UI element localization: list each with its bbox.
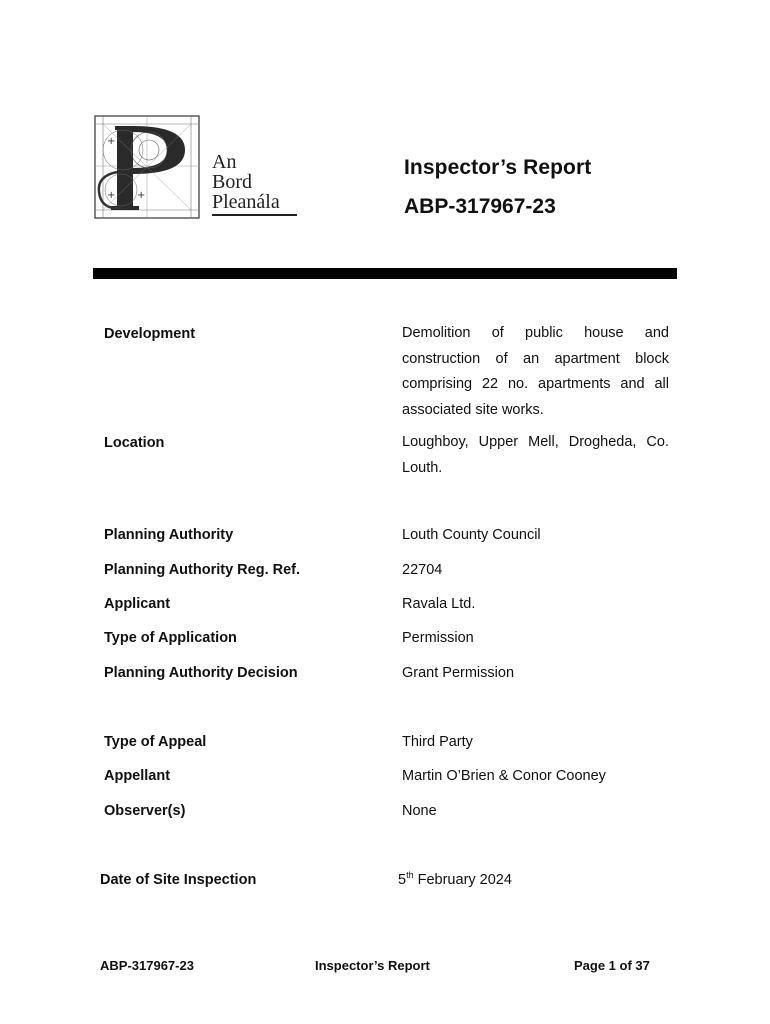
type-of-appeal-label: Type of Appeal bbox=[104, 734, 207, 750]
planning-authority-label: Planning Authority bbox=[104, 527, 234, 543]
logo-underline bbox=[212, 214, 297, 216]
site-inspection-day-suffix: th bbox=[406, 870, 414, 881]
appellant-label: Appellant bbox=[104, 768, 171, 784]
applicant-label: Applicant bbox=[104, 596, 171, 612]
logo-wordmark bbox=[212, 152, 280, 212]
an-bord-pleanala-logo bbox=[93, 114, 303, 220]
observers-value: None bbox=[402, 803, 437, 819]
reg-ref-value: 22704 bbox=[402, 562, 443, 578]
report-title: Inspector’s Report bbox=[404, 156, 592, 179]
development-line: construction of an apartment block bbox=[402, 350, 669, 367]
svg-text:+: + bbox=[137, 190, 146, 201]
p-emblem-icon bbox=[93, 114, 201, 220]
header-divider bbox=[93, 268, 677, 279]
location-label: Location bbox=[104, 435, 165, 451]
development-value bbox=[402, 321, 669, 423]
development-line: associated site works. bbox=[402, 401, 544, 418]
type-of-application-label: Type of Application bbox=[104, 630, 237, 646]
decision-value: Grant Permission bbox=[402, 665, 515, 681]
decision-label: Planning Authority Decision bbox=[104, 665, 298, 681]
type-of-application-value: Permission bbox=[402, 630, 474, 646]
site-inspection-value bbox=[398, 872, 512, 888]
logo-line-an: An bbox=[212, 151, 237, 173]
report-reference: ABP-317967-23 bbox=[404, 195, 556, 218]
logo-line-bord: Bord bbox=[212, 171, 252, 193]
footer-reference: ABP-317967-23 bbox=[100, 958, 194, 973]
footer-page-number: Page 1 of 37 bbox=[574, 958, 650, 973]
site-inspection-label: Date of Site Inspection bbox=[100, 872, 257, 888]
svg-text:+: + bbox=[107, 136, 116, 147]
applicant-value: Ravala Ltd. bbox=[402, 596, 476, 612]
location-value bbox=[402, 430, 669, 481]
svg-text:+: + bbox=[107, 190, 116, 201]
location-line: Loughboy, Upper Mell, Drogheda, Co. bbox=[402, 434, 669, 450]
footer-report-title: Inspector’s Report bbox=[315, 958, 430, 973]
type-of-appeal-value: Third Party bbox=[402, 734, 473, 750]
development-line: Demolition of public house and bbox=[402, 325, 669, 341]
planning-authority-value: Louth County Council bbox=[402, 527, 541, 543]
observers-label: Observer(s) bbox=[104, 803, 186, 819]
development-line: comprising 22 no. apartments and all bbox=[402, 376, 669, 392]
logo-line-pleanala: Pleanála bbox=[212, 191, 280, 213]
development-label: Development bbox=[104, 326, 196, 342]
appellant-value: Martin O’Brien & Conor Cooney bbox=[402, 768, 606, 784]
location-line: Louth. bbox=[402, 459, 443, 476]
site-inspection-day: 5 bbox=[398, 872, 407, 888]
reg-ref-label: Planning Authority Reg. Ref. bbox=[104, 562, 301, 578]
site-inspection-month-year: February 2024 bbox=[413, 872, 512, 888]
